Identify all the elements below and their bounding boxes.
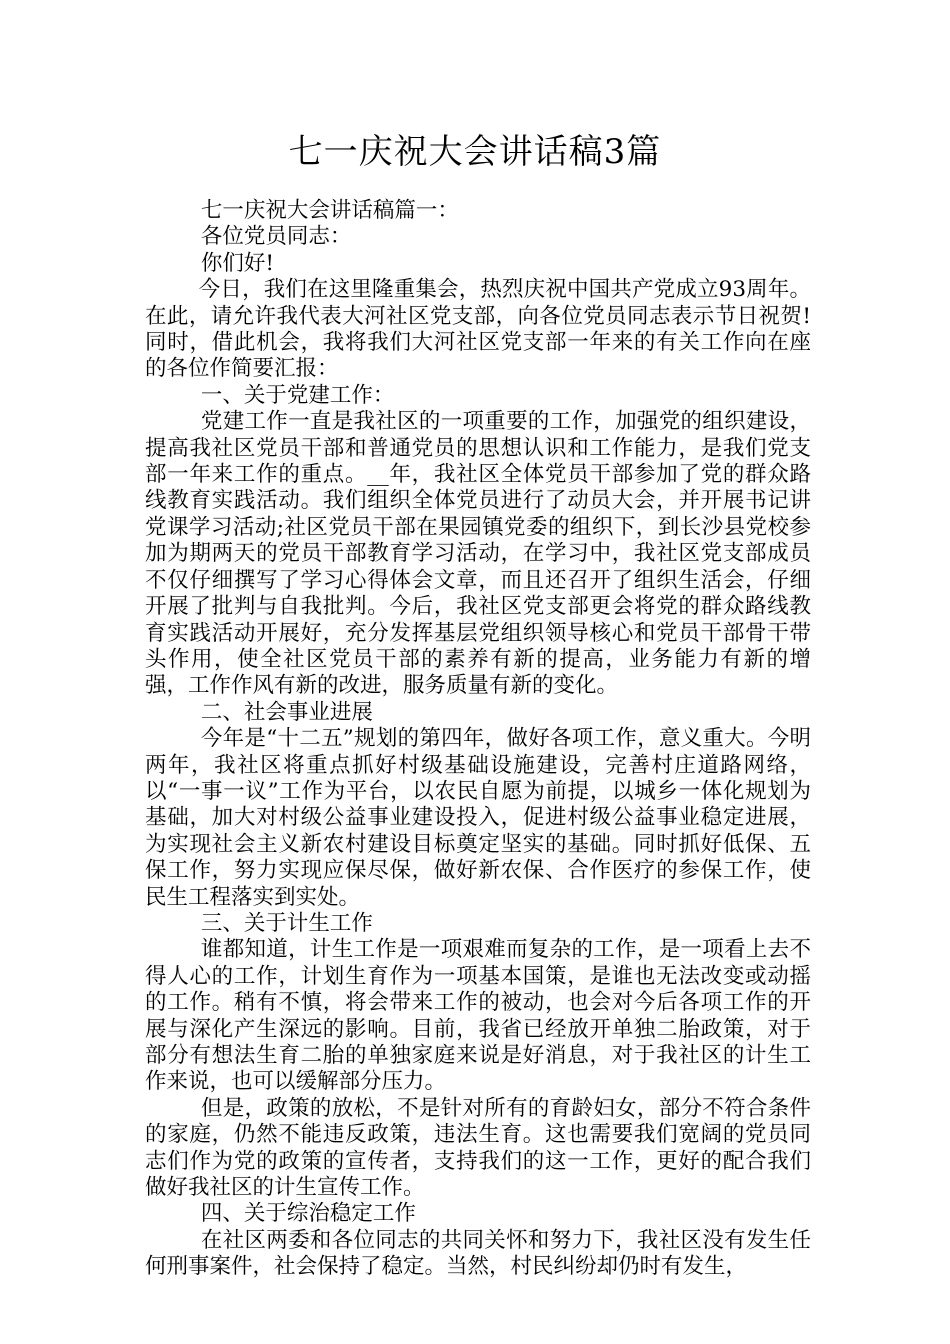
paragraph-intro: 今日，我们在这里隆重集会，热烈庆祝中国共产党成立93周年。在此，请允许我代表大河社区党支部，向各位党员同志表示节日祝贺!同时，借此机会，我将我们大河社区党支部一年来的有关工作向在座的各位作简要汇报： — [145, 277, 811, 382]
section-heading-2: 二、社会事业进展 — [200, 699, 373, 725]
paragraph-party-building: 党建工作一直是我社区的一项重要的工作，加强党的组织建设，提高我社区党员干部和普通党员的思想认识和工作能力，是我们党支部一年来工作的重点。__年，我社区全体党员干部参加了党的群众路线教育实践活动。我们组织全体党员进行了动员大会，并开展书记讲党课学习活动;社区党员干部在果园镇党委的组织下，到长沙县党校参加为期两天的党员干部教育学习活动，在学习中，我社区党支部成员不仅仔细撰写了学习心得体会文章，而且还召开了组织生活会，仔细开展了批判与自我批判。今后，我社区党支部更会将党的群众路线教育实践活动开展好，充分发挥基层党组织领导核心和党员干部骨干带头作用，使全社区党员干部的素养有新的提高，业务能力有新的增强，工作作风有新的改进，服务质量有新的变化。 — [145, 409, 811, 699]
greeting: 你们好! — [200, 250, 275, 276]
paragraph-family-planning-1: 谁都知道，计生工作是一项艰难而复杂的工作，是一项看上去不得人心的工作，计划生育作为一项基本国策，是谁也无法改变或动摇的工作。稍有不慎，将会带来工作的被动，也会对今后各项工作的开展与深化产生深远的影响。目前，我省已经放开单独二胎政策，对于部分有想法生育二胎的单独家庭来说是好消息，对于我社区的计生工作来说，也可以缓解部分压力。 — [145, 937, 811, 1095]
section-heading-1: 一、关于党建工作： — [200, 382, 395, 408]
paragraph-social-development: 今年是“十二五”规划的第四年，做好各项工作，意义重大。今明两年，我社区将重点抓好村级基础设施建设，完善村庄道路网络，以“一事一议”工作为平台，以农民自愿为前提，以城乡一体化规划为基础，加大对村级公益事业建设投入，促进村级公益事业稳定进展，为实现社会主义新农村建设目标奠定坚实的基础。同时抓好低保、五保工作，努力实现应保尽保，做好新农保、合作医疗的参保工作，使民生工程落实到实处。 — [145, 726, 811, 910]
section-heading-3: 三、关于计生工作 — [200, 910, 373, 936]
paragraph-family-planning-2: 但是，政策的放松，不是针对所有的育龄妇女，部分不符合条件的家庭，仍然不能违反政策，违法生育。这也需要我们宽阔的党员同志们作为党的政策的宣传者，支持我们的这一工作，更好的配合我们做好我社区的计生宣传工作。 — [145, 1095, 811, 1201]
document-body — [145, 198, 811, 1281]
paragraph-stability: 在社区两委和各位同志的共同关怀和努力下，我社区没有发生任何刑事案件，社会保持了稳定。当然，村民纠纷却仍时有发生， — [145, 1227, 811, 1280]
speech-heading: 七一庆祝大会讲话稿篇一： — [200, 198, 459, 223]
salutation: 各位党员同志： — [200, 224, 352, 250]
section-heading-4: 四、关于综治稳定工作 — [200, 1201, 416, 1227]
document-title: 七一庆祝大会讲话稿3篇 — [288, 132, 662, 172]
